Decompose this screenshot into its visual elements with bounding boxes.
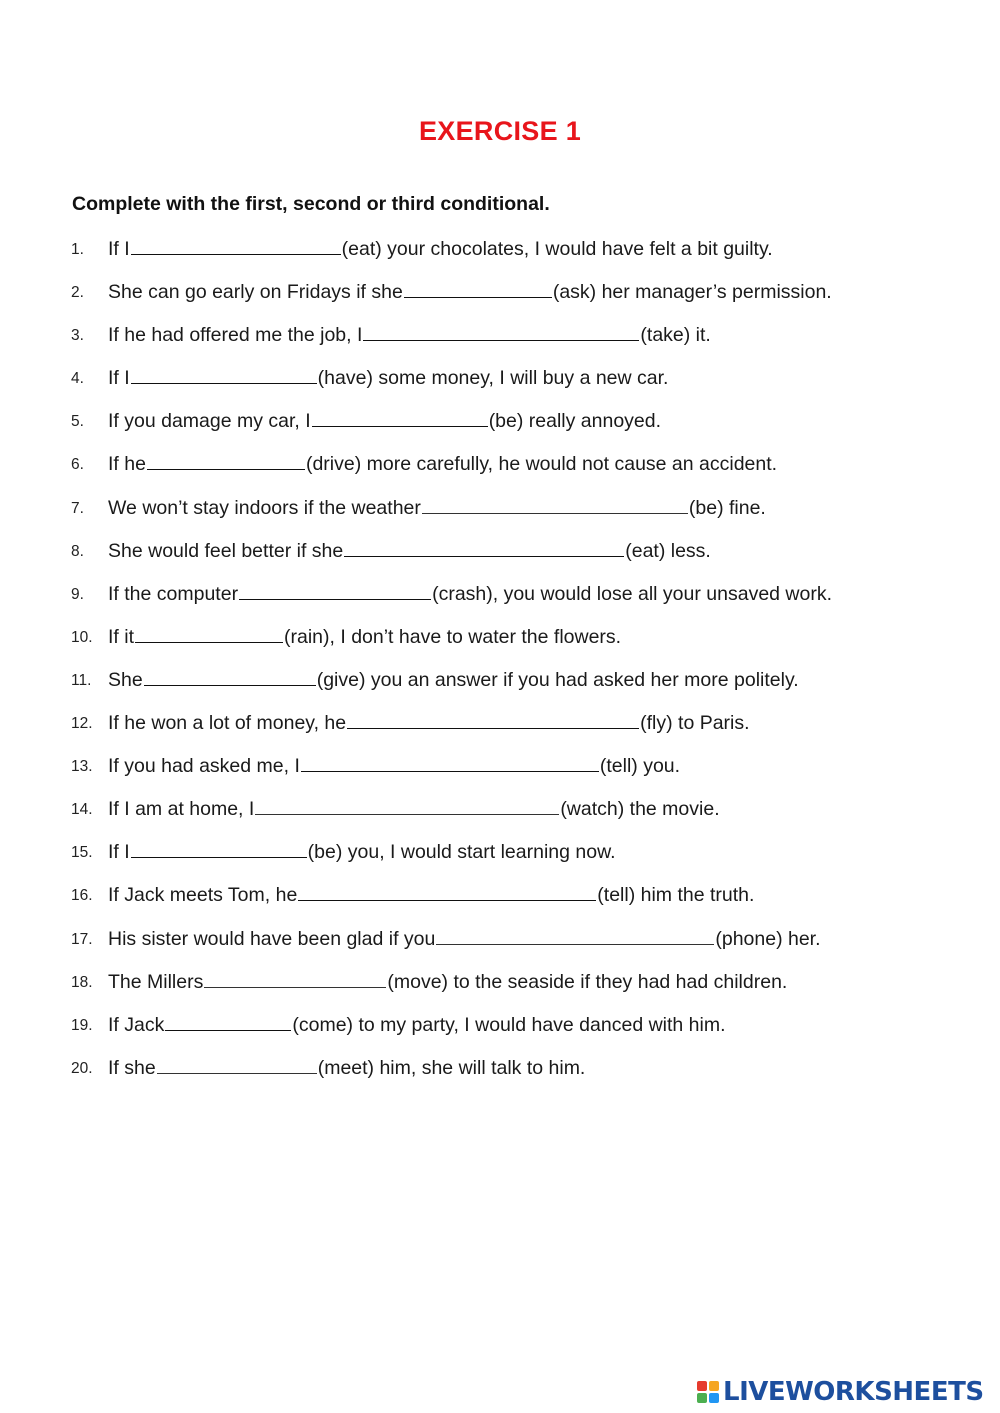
exercise-item	[0, 878, 1000, 921]
item-text-before: She can go early on Fridays if she	[108, 281, 403, 304]
item-text-before: If he	[108, 453, 146, 476]
item-text-before: If he had offered me the job, I	[108, 324, 363, 347]
item-number: 13.	[71, 758, 93, 776]
answer-blank[interactable]	[404, 275, 552, 298]
item-text-after: (take) it.	[640, 324, 711, 347]
logo-block	[697, 1393, 707, 1403]
item-number: 10.	[71, 628, 93, 646]
item-number: 15.	[71, 844, 93, 862]
item-number: 2.	[71, 284, 84, 302]
answer-blank[interactable]	[363, 318, 639, 341]
item-text-after: (phone) her.	[715, 927, 821, 950]
answer-blank[interactable]	[131, 835, 307, 858]
exercise-item	[0, 663, 1000, 706]
exercise-item	[0, 1008, 1000, 1051]
exercise-item	[0, 577, 1000, 620]
item-number: 18.	[71, 973, 93, 991]
answer-blank[interactable]	[436, 922, 714, 945]
exercise-item	[0, 318, 1000, 361]
item-text-before: We won’t stay indoors if the weather	[108, 496, 421, 519]
item-text-before: If you had asked me, I	[108, 755, 300, 778]
item-text-after: (crash), you would lose all your unsaved work.	[432, 582, 833, 605]
item-text-before: If you damage my car, I	[108, 410, 311, 433]
logo-block	[709, 1381, 719, 1391]
item-text-before: The Millers	[108, 970, 204, 993]
answer-blank[interactable]	[131, 232, 341, 255]
item-text-before: If it	[108, 625, 135, 648]
item-number: 7.	[71, 499, 84, 517]
item-text-after: (be) really annoyed.	[488, 410, 662, 433]
item-text-after: (ask) her manager’s permission.	[552, 281, 832, 304]
item-text-after: (have) some money, I will buy a new car.	[317, 367, 669, 390]
item-text-before: She would feel better if she	[108, 539, 344, 562]
item-text-before: If Jack	[108, 1013, 165, 1036]
item-text-after: (fly) to Paris.	[640, 712, 750, 735]
logo-block	[709, 1393, 719, 1403]
item-number: 6.	[71, 456, 84, 474]
answer-blank[interactable]	[301, 749, 599, 772]
logo-blocks-icon	[697, 1381, 719, 1403]
exercise-item	[0, 792, 1000, 835]
item-text-after: (meet) him, she will talk to him.	[317, 1056, 586, 1079]
answer-blank[interactable]	[165, 1008, 291, 1031]
item-text-after: (watch) the movie.	[560, 798, 720, 821]
item-number: 8.	[71, 542, 84, 560]
item-number: 5.	[71, 413, 84, 431]
item-number: 20.	[71, 1059, 93, 1077]
item-text-after: (tell) you.	[599, 755, 681, 778]
exercise-item	[0, 922, 1000, 965]
item-text-before: If the computer	[108, 582, 239, 605]
exercise-item	[0, 835, 1000, 878]
answer-blank[interactable]	[204, 965, 386, 988]
answer-blank[interactable]	[298, 878, 596, 901]
exercise-item	[0, 965, 1000, 1008]
answer-blank[interactable]	[157, 1051, 317, 1074]
liveworksheets-logo	[697, 1376, 984, 1408]
item-number: 9.	[71, 585, 84, 603]
logo-block	[697, 1381, 707, 1391]
item-number: 1.	[71, 241, 84, 258]
logo-text: LIVEWORKSHEETS	[723, 1377, 984, 1407]
exercise-item	[0, 749, 1000, 792]
answer-blank[interactable]	[312, 404, 488, 427]
exercise-title: EXERCISE 1	[418, 116, 582, 146]
item-text-after: (move) to the seaside if they had had children.	[387, 970, 788, 993]
answer-blank[interactable]	[144, 663, 316, 686]
item-text-before: If I	[108, 841, 130, 864]
item-text-before: If he won a lot of money, he	[108, 712, 347, 735]
item-text-before: If Jack meets Tom, he	[108, 884, 298, 907]
item-number: 3.	[71, 327, 84, 345]
item-number: 11.	[71, 671, 92, 689]
exercise-item	[0, 620, 1000, 663]
item-number: 4.	[71, 370, 84, 388]
item-text-after: (tell) him the truth.	[597, 884, 755, 907]
exercise-list	[0, 232, 1000, 1094]
item-number: 14.	[71, 801, 93, 819]
item-text-before: If I am at home, I	[108, 798, 255, 821]
item-number: 19.	[71, 1016, 93, 1034]
exercise-item	[0, 534, 1000, 577]
exercise-item	[0, 706, 1000, 749]
item-number: 16.	[71, 887, 93, 905]
item-number: 17.	[71, 930, 93, 948]
item-text-after: (drive) more carefully, he would not cause an accident.	[305, 453, 778, 476]
exercise-item	[0, 404, 1000, 447]
item-text-after: (eat) your chocolates, I would have felt a bit guilty.	[341, 238, 773, 260]
answer-blank[interactable]	[344, 534, 624, 557]
item-number: 12.	[71, 715, 93, 733]
exercise-item	[0, 491, 1000, 534]
instructions: Complete with the first, second or third conditional.	[72, 193, 550, 215]
exercise-item	[0, 232, 1000, 275]
item-text-before: She	[108, 668, 143, 691]
exercise-item	[0, 447, 1000, 490]
answer-blank[interactable]	[255, 792, 559, 815]
item-text-before: His sister would have been glad if you	[108, 927, 436, 950]
exercise-item	[0, 361, 1000, 404]
item-text-before: If I	[108, 238, 130, 260]
item-text-before: If she	[108, 1056, 156, 1079]
item-text-after: (come) to my party, I would have danced with him.	[292, 1013, 726, 1036]
item-text-after: (eat) less.	[625, 539, 711, 562]
answer-blank[interactable]	[239, 577, 431, 600]
item-text-after: (be) fine.	[688, 496, 766, 519]
item-text-after: (give) you an answer if you had asked her more politely.	[316, 668, 799, 691]
item-text-after: (be) you, I would start learning now.	[307, 841, 616, 864]
answer-blank[interactable]	[131, 361, 317, 384]
exercise-item	[0, 275, 1000, 318]
item-text-after: (rain), I don’t have to water the flowers.	[284, 625, 622, 648]
answer-blank[interactable]	[147, 447, 305, 470]
exercise-item	[0, 1051, 1000, 1094]
answer-blank[interactable]	[135, 620, 283, 643]
answer-blank[interactable]	[422, 491, 688, 514]
answer-blank[interactable]	[347, 706, 639, 729]
item-text-before: If I	[108, 367, 130, 390]
